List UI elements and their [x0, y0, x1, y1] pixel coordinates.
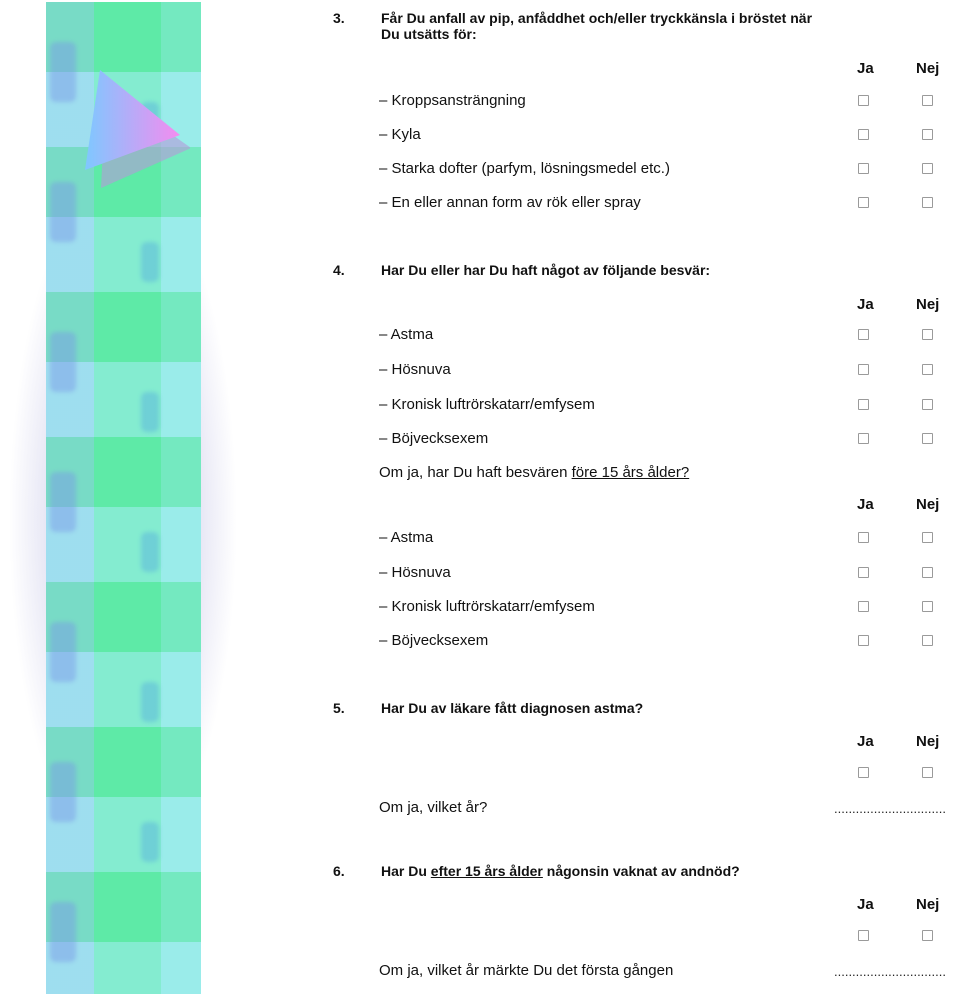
q4-followup-item-3-no-checkbox[interactable]: [922, 601, 933, 612]
q4-followup-item-label: – Kronisk luftrörskatarr/emfysem: [379, 598, 595, 615]
q4-followup-item-1-no-checkbox[interactable]: [922, 532, 933, 543]
q4-item-4-no-checkbox[interactable]: [922, 433, 933, 444]
q4-item-label: – Kronisk luftrörskatarr/emfysem: [379, 396, 595, 413]
q3-item-1-yes-checkbox[interactable]: [858, 95, 869, 106]
q5-no-checkbox[interactable]: [922, 767, 933, 778]
q4-followup-item-label: – Hösnuva: [379, 564, 451, 581]
q6-text-prefix: Har Du: [381, 863, 431, 879]
question-4-text: Har Du eller har Du haft något av följande besvär:: [381, 262, 711, 278]
q6-no-checkbox[interactable]: [922, 930, 933, 941]
q4-item-3-yes-checkbox[interactable]: [858, 399, 869, 410]
q4-followup-item-1-yes-checkbox[interactable]: [858, 532, 869, 543]
question-4-number: 4.: [333, 262, 345, 278]
q5-year-answer-line[interactable]: ...............................: [834, 801, 946, 816]
q4-followup-yes-header: Ja: [857, 496, 874, 513]
q4-item-1-yes-checkbox[interactable]: [858, 329, 869, 340]
sidebar-pattern-tile: [50, 42, 76, 102]
q4-item-3-no-checkbox[interactable]: [922, 399, 933, 410]
q3-item-label: – En eller annan form av rök eller spray: [379, 194, 641, 211]
sidebar-pattern-stem: [141, 822, 159, 862]
q6-no-header: Nej: [916, 896, 940, 913]
q3-yes-header: Ja: [857, 60, 874, 77]
q3-item-1-no-checkbox[interactable]: [922, 95, 933, 106]
sidebar-pattern-stem: [141, 532, 159, 572]
sidebar-pattern-tile: [50, 332, 76, 392]
q4-followup-item-label: – Böjvecksexem: [379, 632, 489, 649]
q5-followup-question: Om ja, vilket år?: [379, 799, 488, 816]
q4-followup-item-label: – Astma: [379, 529, 434, 546]
q3-item-4-no-checkbox[interactable]: [922, 197, 933, 208]
q3-item-4-yes-checkbox[interactable]: [858, 197, 869, 208]
q6-year-answer-line[interactable]: ...............................: [834, 964, 946, 979]
q5-yes-header: Ja: [857, 733, 874, 750]
sidebar-pattern-stem: [141, 682, 159, 722]
sidebar-pattern-stem: [141, 242, 159, 282]
q6-yes-checkbox[interactable]: [858, 930, 869, 941]
q4-followup-item-4-no-checkbox[interactable]: [922, 635, 933, 646]
q3-item-2-no-checkbox[interactable]: [922, 129, 933, 140]
q3-no-header: Nej: [916, 60, 940, 77]
q4-item-2-no-checkbox[interactable]: [922, 364, 933, 375]
sidebar-pattern-tile: [50, 182, 76, 242]
q4-followup-item-2-no-checkbox[interactable]: [922, 567, 933, 578]
q4-item-1-no-checkbox[interactable]: [922, 329, 933, 340]
q4-followup-question: [379, 464, 689, 481]
q4-followup-item-4-yes-checkbox[interactable]: [858, 635, 869, 646]
q4-item-2-yes-checkbox[interactable]: [858, 364, 869, 375]
triangle-logo-icon: [80, 70, 190, 190]
sidebar-pattern-tile: [50, 902, 76, 962]
q4-no-header: Nej: [916, 296, 940, 313]
q4-followup-item-2-yes-checkbox[interactable]: [858, 567, 869, 578]
q3-item-3-yes-checkbox[interactable]: [858, 163, 869, 174]
q4-item-label: – Hösnuva: [379, 361, 451, 378]
q3-item-3-no-checkbox[interactable]: [922, 163, 933, 174]
q3-item-label: – Starka dofter (parfym, lösningsmedel etc.): [379, 160, 670, 177]
sidebar-pattern-tile: [50, 762, 76, 822]
sidebar-pattern-tile: [50, 472, 76, 532]
question-5-text: Har Du av läkare fått diagnosen astma?: [381, 700, 644, 716]
question-3-text-line1: Får Du anfall av pip, anfåddhet och/eller tryckkänsla i bröstet när: [381, 10, 813, 26]
q4-followup-item-3-yes-checkbox[interactable]: [858, 601, 869, 612]
q4-followup-no-header: Nej: [916, 496, 940, 513]
q6-yes-header: Ja: [857, 896, 874, 913]
question-3-text-line2: Du utsätts för:: [381, 26, 477, 42]
q6-followup-question: Om ja, vilket år märkte Du det första gången: [379, 962, 674, 979]
q4-followup-underlined: före 15 års ålder?: [571, 464, 690, 481]
q4-item-label: – Böjvecksexem: [379, 430, 489, 447]
q3-item-label: – Kroppsansträngning: [379, 92, 526, 109]
q5-no-header: Nej: [916, 733, 940, 750]
q6-text-underlined: efter 15 års ålder: [430, 863, 543, 879]
question-6-text: [381, 863, 740, 879]
q3-item-label: – Kyla: [379, 126, 421, 143]
sidebar-pattern-stem: [141, 392, 159, 432]
q5-yes-checkbox[interactable]: [858, 767, 869, 778]
question-5-number: 5.: [333, 700, 345, 716]
sidebar-pattern-tile: [50, 622, 76, 682]
question-3-number: 3.: [333, 10, 345, 26]
question-3-text: [381, 10, 812, 42]
q4-item-label: – Astma: [379, 326, 434, 343]
q4-item-4-yes-checkbox[interactable]: [858, 433, 869, 444]
question-6-number: 6.: [333, 863, 345, 879]
q3-item-2-yes-checkbox[interactable]: [858, 129, 869, 140]
q6-text-suffix: någonsin vaknat av andnöd?: [542, 863, 740, 879]
q4-yes-header: Ja: [857, 296, 874, 313]
q4-followup-prefix: Om ja, har Du haft besvären: [379, 464, 572, 481]
